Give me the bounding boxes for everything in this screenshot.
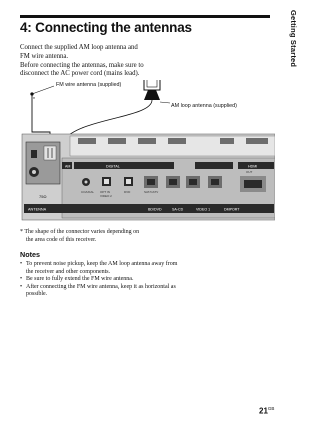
fm-75-label: 75Ω	[39, 194, 47, 199]
rear-panel	[22, 134, 275, 220]
dmport-label: DMPORT	[224, 207, 240, 212]
connector-footnote	[20, 229, 180, 244]
coaxial-label: COAXIAL	[81, 190, 95, 194]
sa-cd-label: SA-CD	[172, 207, 184, 212]
notes-list	[20, 261, 180, 299]
fm-wire-antenna	[31, 86, 54, 138]
hdmi-out-label: OUT	[246, 170, 253, 174]
page-number-value: 21	[259, 406, 268, 416]
page-region-suffix: GB	[267, 406, 275, 411]
footnote-line: the area code of this receiver.	[26, 236, 97, 243]
intro-line: disconnect the AC power cord (mains lead).	[20, 70, 140, 78]
note-item: • To prevent noise pickup, keep the AM loop antenna away from the receiver and other components.	[20, 261, 180, 276]
section-label: Getting Started	[289, 10, 298, 68]
am-loop-antenna	[64, 80, 170, 140]
page-number	[259, 406, 274, 416]
notes-heading: Notes	[20, 250, 40, 259]
intro-line: FM wire antenna.	[20, 52, 69, 60]
asterisk-marker: *	[33, 97, 35, 103]
video1-label: VIDEO 1	[196, 207, 211, 212]
am-antenna-label: AM loop antenna (supplied)	[171, 103, 237, 109]
hdmi-panel-label: HDMI	[248, 164, 258, 169]
bd-dvd-label: BD/DVD	[148, 207, 162, 212]
side-tab	[286, 0, 300, 425]
page-title: 4: Connecting the antennas	[20, 20, 192, 35]
connection-diagram	[20, 80, 275, 222]
intro-line: Before connecting the antennas, make sure to	[20, 61, 144, 69]
note-item: • Be sure to fully extend the FM wire antenna.	[20, 276, 180, 284]
intro-line: Connect the supplied AM loop antenna and	[20, 44, 138, 51]
footnote-line: * The shape of the connector varies depending on	[20, 229, 140, 235]
title-rule	[20, 15, 270, 18]
opt-in-label: OPT IN	[100, 190, 110, 194]
am-panel-label: AM	[65, 164, 71, 169]
video2-label: VIDEO 2	[100, 194, 112, 198]
sat-catv-label: SAT/CATV	[144, 190, 159, 194]
note-item: • After connecting the FM wire antenna, keep it as horizontal as possible.	[20, 284, 180, 299]
fm-antenna-label: FM wire antenna (supplied)	[56, 82, 122, 88]
intro-text	[20, 44, 180, 79]
antenna-panel-label: ANTENNA	[28, 207, 47, 212]
digital-panel-label: DIGITAL	[106, 164, 120, 169]
dvd-label: DVD	[124, 190, 131, 194]
